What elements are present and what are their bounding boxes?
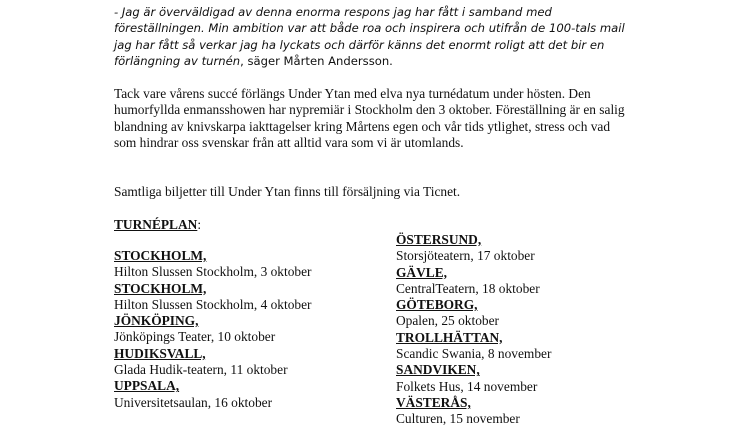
- tour-city: ÖSTERSUND,: [396, 232, 482, 247]
- tour-venue: CentralTeatern, 18 oktober: [396, 280, 540, 296]
- tour-heading-colon: :: [197, 217, 202, 232]
- tour-venue: Opalen, 25 oktober: [396, 313, 500, 329]
- tour-venue: Storsjöteatern, 17 oktober: [396, 248, 535, 264]
- tour-venue: Jönköpings Teater, 10 oktober: [114, 329, 276, 345]
- tour-column-right: [396, 232, 551, 428]
- tour-city: GÖTEBORG,: [396, 297, 478, 313]
- tour-venue: Culturen, 15 november: [396, 411, 520, 427]
- tour-heading-label: TURNÉPLAN: [114, 217, 198, 232]
- intro-paragraph: Tack vare vårens succé förlängs Under Ytan med elva nya turnédatum under hösten. Den humorfyllda enmansshowen har nypremiär i Stockholm den 3 oktober. Föreställning är en salig blandning av knivskarpa iakttagelser kring Mårtens egen och vår tids ytlighet, stress och vad som hindrar oss svenskar från att alltid vara som vi är utomlands.: [114, 86, 625, 150]
- tour-column-left: [114, 248, 312, 411]
- quote-text: - Jag är överväldigad av denna enorma respons jag har fått i samband med föreställningen. Min ambition var att både roa och inspirera och utifrån de 100-tals mail jag har fått så verkar jag ha lyckats och därför känns det enormt roligt att det bir en förlängning av turnén: [114, 5, 625, 68]
- tour-city: SANDVIKEN,: [396, 362, 480, 378]
- tour-city: HUDIKSVALL,: [114, 345, 206, 361]
- tour-city: TROLLHÄTTAN,: [396, 329, 503, 345]
- quote-paragraph: [114, 4, 634, 69]
- ticket-paragraph: Samtliga biljetter till Under Ytan finns till försäljning via Ticnet.: [114, 184, 461, 199]
- tour-venue: Folkets Hus, 14 november: [396, 378, 538, 394]
- tour-city: UPPSALA,: [114, 378, 180, 394]
- tour-venue: Universitetsaulan, 16 oktober: [114, 394, 273, 410]
- tour-venue: Hilton Slussen Stockholm, 3 oktober: [114, 264, 312, 280]
- tour-city: JÖNKÖPING,: [114, 313, 199, 329]
- quote-attribution: , säger Mårten Andersson.: [240, 53, 393, 68]
- tour-venue: Glada Hudik-teatern, 11 oktober: [114, 362, 288, 378]
- tour-city: VÄSTERÅS,: [396, 394, 471, 410]
- tour-venue: Hilton Slussen Stockholm, 4 oktober: [114, 296, 312, 312]
- tour-venue: Scandic Swania, 8 november: [396, 346, 552, 362]
- tour-city: STOCKHOLM,: [114, 248, 207, 263]
- tour-city: STOCKHOLM,: [114, 280, 207, 296]
- tour-city: GÄVLE,: [396, 264, 447, 280]
- tour-heading: [114, 217, 201, 233]
